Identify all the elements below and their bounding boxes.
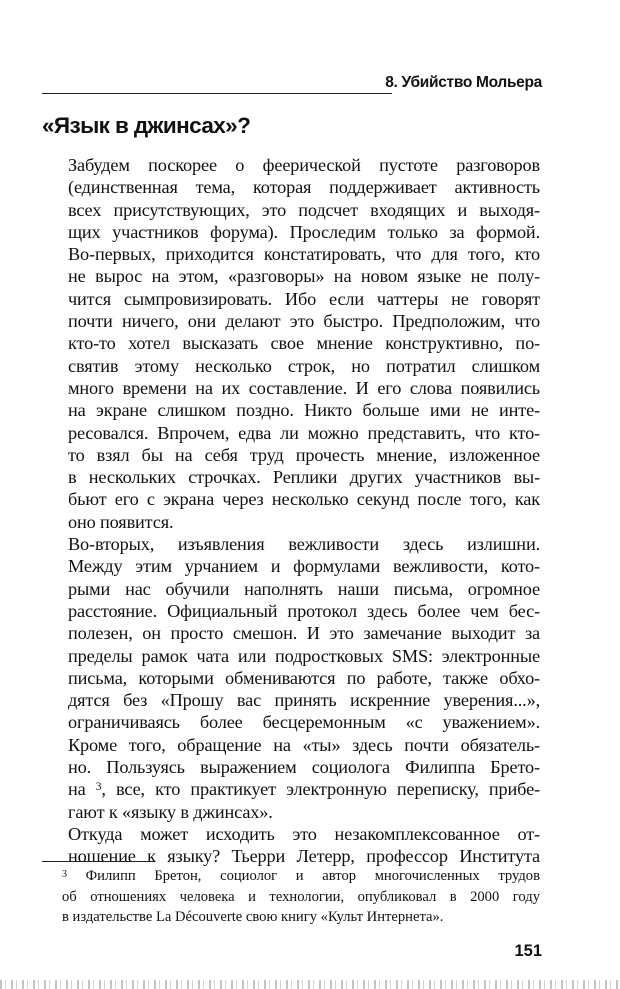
- footnote-rule: [42, 861, 154, 862]
- text-line: Откуда может исходить это незакомплексованное от-: [68, 823, 540, 844]
- text-line-with-footnote-ref: [42, 778, 540, 800]
- footnote-line: в издательстве La Découverte свою книгу «Культ Интернета».: [62, 909, 444, 925]
- paragraph-1: [42, 154, 540, 533]
- text-line: ограничиваясь более бесцеремонным «с уважением».: [68, 712, 540, 733]
- text-line: всех присутствующих, это подсчет входящих и выходя-: [68, 199, 540, 220]
- text-line: почти ничего, они делают это быстро. Предположим, что: [68, 311, 540, 332]
- text-line: бьют его с экрана через несколько секунд после того, как: [68, 489, 540, 510]
- text-line: святив этому несколько строк, но потратил слишком: [68, 355, 540, 376]
- text-line: гают к «языку в джинсах».: [68, 801, 273, 822]
- text-line: пределы рамок чата или подростковых SMS: электронные: [68, 645, 540, 666]
- footnote-reference[interactable]: 3: [95, 781, 102, 794]
- text-line: письма, которыми обмениваются по работе, также обхо-: [68, 667, 540, 688]
- text-line: Во-вторых, изъявления вежливости здесь излишни.: [68, 534, 540, 555]
- text-line: дятся без «Прошу вас принять искренние уверения...»,: [68, 690, 540, 711]
- text-line: кто-то хотел высказать свое мнение конструктивно, по-: [68, 333, 540, 354]
- text-line: Кроме того, обращение на «ты» здесь почти обязатель-: [68, 734, 540, 755]
- text-line: щих участников форума). Проследим только за формой.: [68, 221, 540, 242]
- text-line: то взял бы на себя труд прочесть мнение, изложенное: [68, 444, 540, 465]
- running-header: [42, 72, 542, 96]
- text-line: рыми нас обучили наполнять наши письма, огромное: [68, 578, 540, 599]
- footnote: [42, 866, 540, 928]
- header-rule: [42, 93, 392, 94]
- section-title: «Язык в джинсах»?: [42, 113, 251, 138]
- text-line: (единственная тема, которая поддерживает активность: [68, 177, 540, 198]
- text-line: ресовался. Впрочем, едва ли можно представить, что кто-: [68, 422, 540, 443]
- text-line: Забудем поскорее о феерической пустоте разговоров: [68, 155, 540, 175]
- text-line: полезен, он просто смешон. И это замечание выходит за: [68, 623, 540, 644]
- footnote-line: [42, 866, 540, 887]
- scan-edge-artifact: [0, 980, 620, 989]
- text-line: ношение к языку? Тьерри Летерр, профессор Института: [68, 846, 540, 867]
- text-line: не вырос на этом, «разговоры» на новом языке не полу-: [68, 266, 540, 287]
- text-line: на экране слишком поздно. Никто больше ими не инте-: [68, 400, 540, 421]
- body-text: [42, 154, 540, 868]
- text-fragment: на: [68, 779, 86, 800]
- text-line: Между этим урчанием и формулами вежливости, кото-: [68, 556, 540, 577]
- text-line: оно появится.: [68, 511, 174, 532]
- page-number: 151: [514, 942, 542, 960]
- text-line: в нескольких строчках. Реплики других участников вы-: [68, 467, 540, 488]
- paragraph-2: [42, 533, 540, 823]
- footnote-marker: 3: [62, 869, 67, 880]
- text-line: чится сымпровизировать. Ибо если чаттеры не говорят: [68, 288, 540, 309]
- running-title: 8. Убийство Мольера: [385, 74, 542, 91]
- text-line: много времени на их составление. И его слова появились: [68, 377, 540, 398]
- text-line: но. Пользуясь выражением социолога Филиппа Брето-: [68, 757, 540, 778]
- footnote-text: Филипп Бретон, социолог и автор многочисленных трудов: [85, 868, 540, 884]
- text-line: расстояние. Официальный протокол здесь более чем бес-: [68, 600, 540, 621]
- text-fragment: , все, кто практикует электронную переписку, прибе-: [101, 779, 540, 800]
- text-line: Во-первых, приходится констатировать, что для того, кто: [68, 244, 540, 265]
- footnote-line: об отношениях человека и технологии, опубликовал в 2000 году: [62, 888, 540, 905]
